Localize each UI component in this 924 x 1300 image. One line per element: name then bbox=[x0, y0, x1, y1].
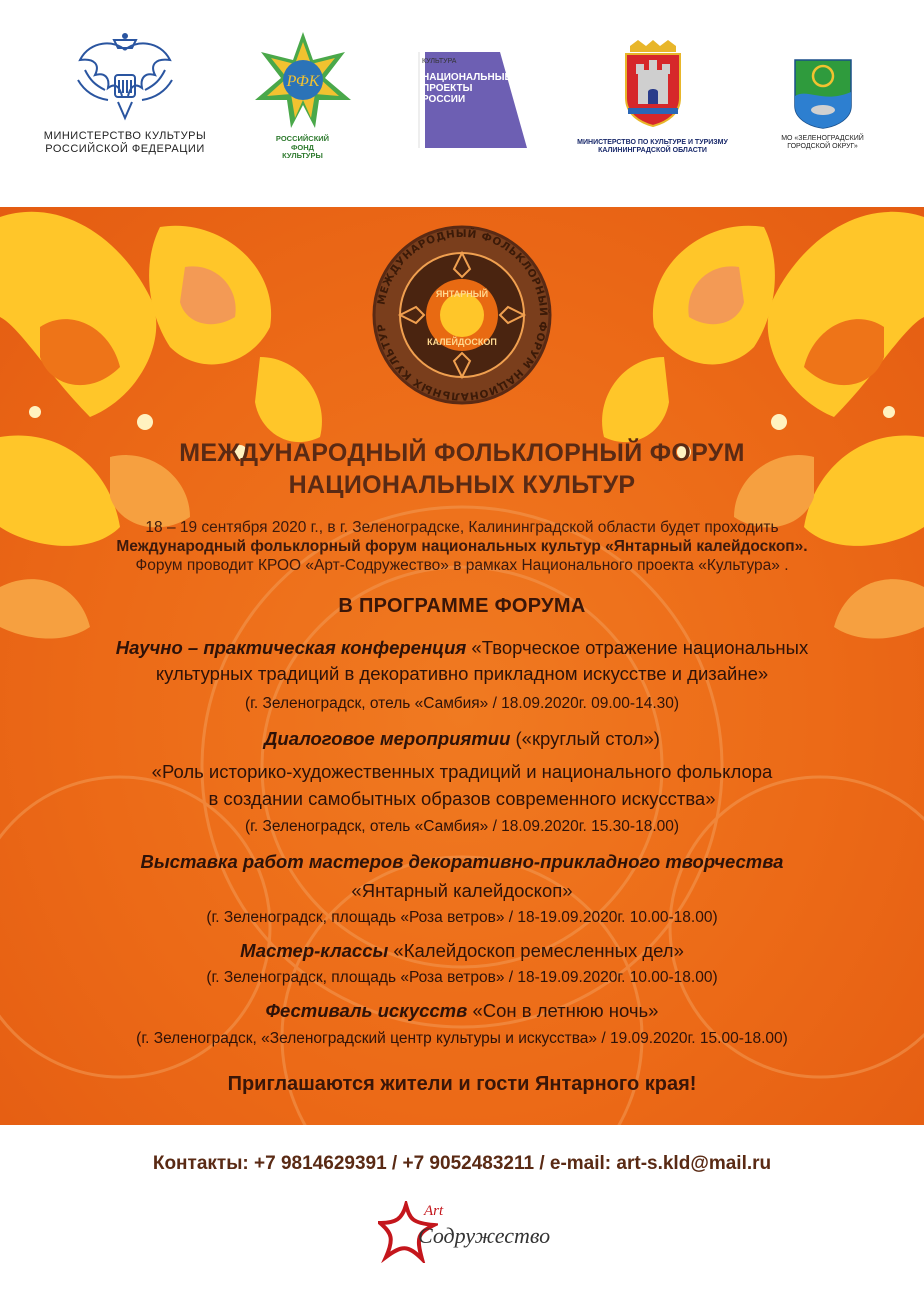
contacts-text: Контакты: +7 9814629391 / +7 9052483211 / e-mail: art-s.kld@mail.ru bbox=[152, 1153, 772, 1174]
event-2-line3: в создании самобытных образов современного искусства» bbox=[208, 788, 716, 809]
emblem-ring-text: МЕЖДУНАРОДНЫЙ ФОЛЬКЛОРНЫЙ ФОРУМ НАЦИОНАЛЬНЫХ КУЛЬТУР bbox=[375, 227, 550, 403]
event-5-title bbox=[0, 999, 924, 1023]
ministry-line2: РОССИЙСКОЙ ФЕДЕРАЦИИ bbox=[45, 142, 205, 155]
event-3-label: Выставка работ мастеров декоративно-прикладного творчества bbox=[140, 851, 784, 872]
logo-art-text: Art bbox=[424, 1203, 444, 1219]
fund-line1: РОССИЙСКИЙ bbox=[275, 134, 330, 143]
event-4-label: Мастер-классы bbox=[240, 940, 389, 961]
svg-text:МЕЖДУНАРОДНЫЙ ФОЛЬКЛОРНЫЙ ФОРУ bbox=[375, 227, 550, 402]
emblem-inner-top: ЯНТАРНЫЙ bbox=[435, 289, 489, 299]
poster-body bbox=[0, 207, 924, 1125]
culture-fund-logo bbox=[245, 30, 360, 161]
kaliningrad-line1: МИНИСТЕРСТВО ПО КУЛЬТУРЕ И ТУРИЗМУ bbox=[577, 139, 728, 146]
event-3-line2: «Янтарный калейдоскоп» bbox=[351, 880, 573, 901]
program-heading: В ПРОГРАММЕ ФОРУМА bbox=[338, 595, 586, 617]
event-1-text: «Творческое отражение национальных bbox=[466, 637, 809, 658]
forum-emblem bbox=[374, 219, 550, 411]
kaliningrad-ministry-logo bbox=[575, 38, 730, 155]
zelenograd-line1: МО «ЗЕЛЕНОГРАДСКИЙ bbox=[781, 135, 864, 142]
event-4-title bbox=[0, 939, 924, 963]
art-sodruzhestvo-logo bbox=[378, 1197, 551, 1267]
event-4-text: «Калейдоскоп ремесленных дел» bbox=[388, 940, 684, 961]
event-1-title bbox=[0, 636, 924, 660]
ministry-line1: МИНИСТЕРСТВО КУЛЬТУРЫ bbox=[43, 130, 207, 142]
kaliningrad-line2: КАЛИНИНГРАДСКОЙ ОБЛАСТИ bbox=[598, 147, 707, 155]
zelenograd-logo bbox=[770, 58, 875, 151]
star-emblem-icon bbox=[253, 30, 353, 130]
event-5-text: «Сон в летнюю ночь» bbox=[467, 1000, 659, 1021]
event-2-text: («круглый стол») bbox=[510, 728, 660, 749]
event-2-label: Диалоговое мероприятии bbox=[264, 728, 511, 749]
event-2-title bbox=[0, 727, 924, 751]
ministry-culture-logo bbox=[40, 30, 210, 155]
national-line2: ПРОЕКТЫ bbox=[422, 83, 473, 94]
intro-line1: 18 – 19 сентября 2020 г., в г. Зеленоградске, Калининградской области будет проходить bbox=[145, 519, 779, 536]
fund-line3: КУЛЬТУРЫ bbox=[282, 151, 323, 161]
coat-of-arms-icon bbox=[618, 38, 688, 128]
national-projects-logo bbox=[405, 52, 535, 152]
event-1-place: (г. Зеленоградск, отель «Самбия» / 18.09.2020г. 09.00-14.30) bbox=[244, 695, 680, 712]
intro-line2: Международный фольклорный форум национальных культур «Янтарный калейдоскоп». bbox=[116, 538, 808, 555]
footer bbox=[0, 1125, 924, 1300]
title-line2: НАЦИОНАЛЬНЫХ КУЛЬТУР bbox=[288, 471, 636, 499]
double-eagle-icon bbox=[70, 30, 180, 125]
fund-line2: ФОНД bbox=[291, 142, 314, 152]
event-2-place: (г. Зеленоградск, отель «Самбия» / 18.09.2020г. 15.30-18.00) bbox=[244, 818, 680, 835]
svg-text:РФК: РФК bbox=[286, 73, 319, 90]
title-line1: МЕЖДУНАРОДНЫЙ ФОЛЬКЛОРНЫЙ ФОРУМ bbox=[179, 439, 745, 467]
event-2-line2: «Роль историко-художественных традиций и национального фольклора bbox=[151, 761, 773, 782]
intro-line3: Форум проводит КРОО «Арт-Содружество» в рамках Национального проекта «Культура» . bbox=[135, 557, 789, 574]
event-1-line2: культурных традиций в декоративно прикладном искусстве и дизайне» bbox=[155, 663, 769, 684]
national-line1: НАЦИОНАЛЬНЫЕ bbox=[422, 72, 512, 83]
event-5-place: (г. Зеленоградск, «Зеленоградский центр культуры и искусства» / 19.09.2020г. 15.00-18.00) bbox=[136, 1030, 788, 1047]
logo-name-text: Содружество bbox=[418, 1223, 551, 1248]
event-3-place: (г. Зеленоградск, площадь «Роза ветров» / 18-19.09.2020г. 10.00-18.00) bbox=[206, 909, 718, 926]
logo-header bbox=[0, 0, 924, 207]
event-1-label: Научно – практическая конференция bbox=[115, 637, 467, 658]
zelenograd-line2: ГОРОДСКОЙ ОКРУГ» bbox=[787, 143, 858, 151]
national-tag: КУЛЬТУРА bbox=[422, 58, 457, 65]
event-4-place: (г. Зеленоградск, площадь «Роза ветров» / 18-19.09.2020г. 10.00-18.00) bbox=[206, 969, 718, 986]
emblem-inner-bottom: КАЛЕЙДОСКОП bbox=[427, 337, 497, 347]
event-5-label: Фестиваль искусств bbox=[265, 1000, 468, 1021]
national-line3: РОССИИ bbox=[422, 94, 466, 105]
zelenograd-shield-icon bbox=[793, 58, 853, 130]
invitation-text: Приглашаются жители и гости Янтарного края! bbox=[227, 1073, 697, 1095]
